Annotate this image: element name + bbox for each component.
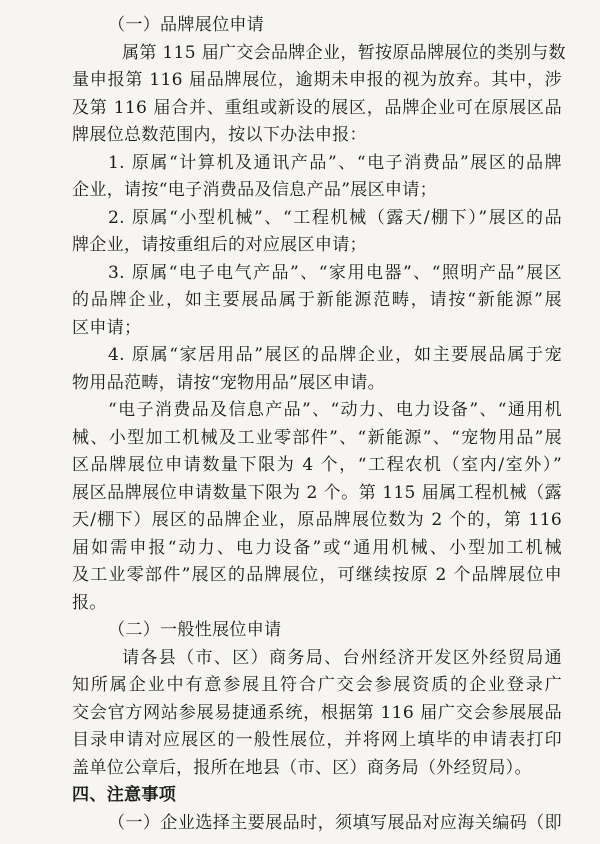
- paragraph-line: 交会官方网站参展易捷通系统，根据第 116 届广交会参展展品: [72, 702, 562, 723]
- paragraph-line: 属第 115 届广交会品牌企业，暂按原品牌展位的类别与数: [122, 42, 566, 63]
- subheading-brand-booth: （一）品牌展位申请: [108, 15, 265, 35]
- paragraph-line: （一）企业选择主要展品时，须填写展品对应海关编码（即: [108, 813, 562, 833]
- list-item-cont: 企业，请按“电子消费品及信息产品”展区申请；: [72, 180, 437, 201]
- list-item: 1. 原属“计算机及通讯产品”、“电子消费品”展区的品牌: [108, 152, 562, 173]
- list-item-cont: 区申请；: [72, 317, 142, 338]
- paragraph-line: 知所属企业中有意参展且符合广交会参展资质的企业登录广: [72, 675, 562, 696]
- list-item-cont: 的品牌企业，如主要展品属于新能源范畴，请按“新能源”展: [72, 290, 562, 311]
- paragraph-line: 及工业零部件”展区的品牌展位，可继续按原 2 个品牌展位申: [72, 565, 562, 586]
- paragraph-line: 及第 116 届合并、重组或新设的展区，品牌企业可在原展区品: [72, 97, 562, 118]
- list-item-cont: 物用品范畴，请按“宠物用品”展区申请。: [72, 372, 385, 393]
- paragraph-line: 械、小型加工机械及工业零部件”、“新能源”、“宠物用品”展: [72, 427, 562, 448]
- paragraph-line: 请各县（市、区）商务局、台州经济开发区外经贸局通: [122, 647, 562, 668]
- paragraph-line: 牌展位总数范围内，按以下办法申报：: [72, 125, 367, 146]
- paragraph-line: 展区品牌展位申请数量下限为 2 个。第 115 届属工程机械（露: [72, 482, 562, 503]
- paragraph-line: 报。: [72, 592, 107, 613]
- paragraph-line: 届如需申报“动力、电力设备”或“通用机械、小型加工机械: [72, 537, 562, 558]
- paragraph-line: 区品牌展位申请数量下限为 4 个，“工程农机（室内/室外）”: [72, 455, 562, 476]
- paragraph-line: 天/棚下）展区的品牌企业，原品牌展位数为 2 个的，第 116: [72, 510, 562, 531]
- paragraph-line: 盖单位公章后，报所在地县（市、区）商务局（外经贸局）。: [72, 757, 532, 778]
- section-heading-notes: 四、注意事项: [72, 785, 177, 806]
- list-item-cont: 牌企业，请按重组后的对应展区申请；: [72, 235, 367, 256]
- subheading-general-booth: （二）一般性展位申请: [108, 620, 282, 641]
- paragraph-line: “电子消费品及信息产品”、“动力、电力设备”、“通用机: [108, 400, 562, 421]
- paragraph-line: 目录申请对应展区的一般性展位，并将网上填毕的申请表打印: [72, 730, 562, 751]
- list-item: 4. 原属“家居用品”展区的品牌企业，如主要展品属于宠: [108, 345, 562, 366]
- list-item: 2. 原属“小型机械”、“工程机械（露天/棚下）”展区的品: [108, 207, 562, 228]
- list-item: 3. 原属“电子电气产品”、“家用电器”、“照明产品”展区: [108, 262, 562, 283]
- paragraph-line: 量申报第 116 届品牌展位，逾期未申报的视为放弃。其中，涉: [72, 70, 562, 91]
